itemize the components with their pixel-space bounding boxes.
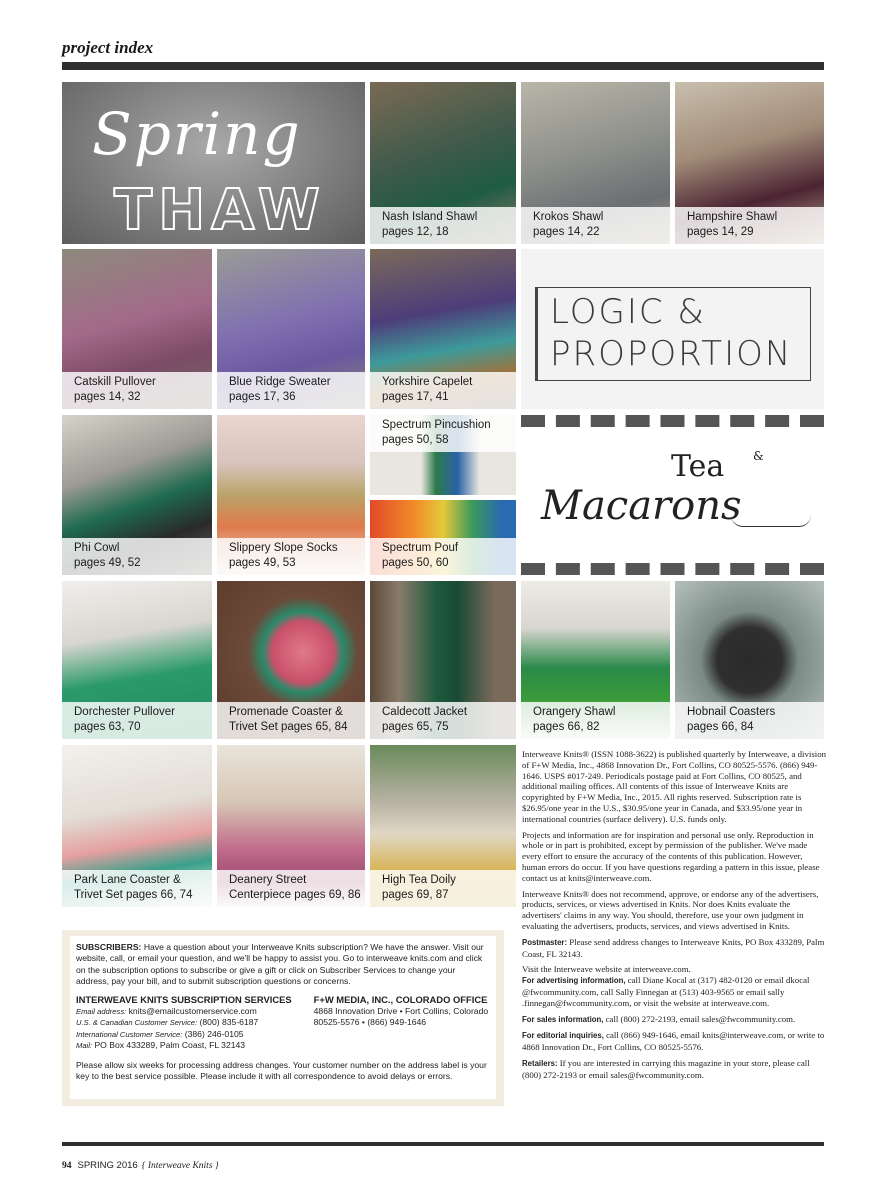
subscriber-info-content xyxy=(70,936,496,1099)
subscribers-text: Have a question about your Interweave Knits subscription? We have the answer. Visit our website, call, or email your question, and we'll be happy to assist you. Go to interweave knits.com and click on the subscription options to subscribe or give a gift or click on Subscriber Services to change your address, pay your bill, and to submit subscription questions or concerns. xyxy=(76,942,484,987)
advertiser-disclaimer: Interweave Knits® does not recommend, approve, or endorse any of the advertisers, products, services, or views advertised in Knits. Nor does Knits evaluate the advertisers' claims in any way. You should, therefore, use your own judgment in evaluating the advertisers, products, services, and views advertised in Knits. xyxy=(522,888,819,931)
website-text: Visit the Interweave website at interweave.com. xyxy=(522,964,691,975)
project-pages: pages 12, 18 xyxy=(382,226,449,238)
project-tile-high-tea[interactable] xyxy=(370,745,516,907)
office-address: 4868 Innovation Drive • Fort Collins, Colorado xyxy=(313,1006,489,1017)
project-tile-deanery-street[interactable] xyxy=(217,745,365,907)
tea-ampersand: & xyxy=(753,449,764,463)
project-name: High Tea Doily xyxy=(382,874,456,886)
project-name: Spectrum Pouf xyxy=(382,542,459,554)
subscription-services-column xyxy=(76,994,292,1052)
project-caption xyxy=(370,538,516,575)
project-name: Catskill Pullover xyxy=(74,376,156,388)
subscriber-contacts xyxy=(76,994,490,1052)
project-name: Blue Ridge Sweater xyxy=(229,376,331,388)
editorial-note xyxy=(522,1030,827,1053)
office-phone: 80525-5576 • (866) 949-1646 xyxy=(313,1017,427,1028)
project-caption xyxy=(521,702,670,739)
advertising-text: call Diane Kocal at (317) 482-0120 or email dkocal @fwcommunity.com, call Sally Finnegan at (513) 403-9565 or email sally .finnegan@fwcommunity.com, or visit the website at interweave.com. xyxy=(522,975,810,1008)
project-caption xyxy=(370,372,516,409)
project-caption xyxy=(62,372,212,409)
project-tile-hampshire[interactable] xyxy=(675,82,824,244)
project-caption xyxy=(62,702,212,739)
project-tile-yorkshire[interactable] xyxy=(370,249,516,409)
project-tile-spectrum-pincushion[interactable] xyxy=(370,415,516,495)
project-tile-dorchester[interactable] xyxy=(62,581,212,739)
contact-mail: Mail: PO Box 433289, Palm Coast, FL 32143 xyxy=(76,1040,246,1051)
contact-email: Email address: knits@emailcustomerservice.com xyxy=(76,1006,257,1017)
project-caption xyxy=(217,870,365,907)
project-pages: pages 63, 70 xyxy=(74,721,141,733)
project-name: Hampshire Shawl xyxy=(687,211,778,223)
project-tile-phi-cowl[interactable] xyxy=(62,415,212,575)
project-tile-promenade[interactable] xyxy=(217,581,365,739)
section-title: project index xyxy=(62,38,154,57)
advertising-label: For advertising information, xyxy=(522,976,626,986)
project-caption xyxy=(217,372,365,409)
project-name: Nash Island Shawl xyxy=(382,211,478,223)
project-name: Hobnail Coasters xyxy=(687,706,776,718)
subscribers-label: SUBSCRIBERS: xyxy=(76,942,142,952)
project-pages: pages 50, 60 xyxy=(382,557,449,569)
page-number: 94 xyxy=(62,1161,72,1171)
address-change-note: Please allow six weeks for processing address changes. Your customer number on the address label is your key to the best service possible. Please include it with all correspondence to avoid delays or errors. xyxy=(76,1059,487,1082)
logic-word: LOGIC & xyxy=(550,292,706,332)
project-tile-krokos[interactable] xyxy=(521,82,670,244)
project-tile-orangery[interactable] xyxy=(521,581,670,739)
project-name: Orangery Shawl xyxy=(533,706,616,718)
page-footer xyxy=(62,1160,219,1171)
tea-word: Tea xyxy=(671,449,725,484)
project-pages: Centerpiece pages 69, 86 xyxy=(229,889,361,901)
project-name: Krokos Shawl xyxy=(533,211,604,223)
project-tile-spectrum-pouf[interactable] xyxy=(370,500,516,575)
postmaster-note xyxy=(522,937,827,960)
project-pages: pages 49, 53 xyxy=(229,557,296,569)
spring-word: Spring xyxy=(92,100,302,168)
project-pages: pages 50, 58 xyxy=(382,434,449,446)
retailers-text: If you are interested in carrying this magazine in your store, please call (800) 272-2193 or email sales@fwcommunity.com. xyxy=(522,1057,810,1080)
footer-rule xyxy=(62,1142,824,1146)
project-name: Caldecott Jacket xyxy=(382,706,468,718)
project-caption xyxy=(62,870,212,907)
project-tile-slippery-slope[interactable] xyxy=(217,415,365,575)
editorial-text: call (866) 949-1646, email knits@interweave.com, or write to 4868 Innovation Dr., Fort Collins, CO 80525-5576. xyxy=(522,1030,825,1053)
project-caption xyxy=(62,538,212,575)
subscription-services-title: INTERWEAVE KNITS SUBSCRIPTION SERVICES xyxy=(76,993,292,1005)
project-caption xyxy=(217,702,365,739)
subscriber-intro xyxy=(76,942,490,988)
publication-legal-notice xyxy=(522,749,827,1086)
macarons-word: Macarons xyxy=(541,483,742,529)
colorado-office-column xyxy=(314,994,489,1052)
project-tile-blue-ridge[interactable] xyxy=(217,249,365,409)
sales-note xyxy=(522,1014,827,1026)
logic-proportion-banner xyxy=(521,249,824,409)
project-pages: pages 65, 75 xyxy=(382,721,449,733)
project-caption xyxy=(370,702,516,739)
project-tile-caldecott[interactable] xyxy=(370,581,516,739)
subscriber-info-box xyxy=(62,930,504,1106)
header-rule xyxy=(62,62,824,70)
project-pages: pages 17, 41 xyxy=(382,391,449,403)
project-caption xyxy=(370,870,516,907)
project-pages: pages 66, 84 xyxy=(687,721,754,733)
banner-frame xyxy=(535,287,811,381)
project-caption xyxy=(675,207,824,244)
project-pages: Trivet Set pages 65, 84 xyxy=(229,721,348,733)
contact-us-canada: U.S. & Canadian Customer Service: (800) 835-6187 xyxy=(76,1017,259,1028)
postmaster-label: Postmaster: xyxy=(522,937,568,947)
proportion-word: PROPORTION xyxy=(550,334,793,374)
project-caption xyxy=(521,207,670,244)
retailers-note xyxy=(522,1058,827,1081)
magazine-name: { Interweave Knits } xyxy=(141,1161,219,1171)
project-name: Deanery Street xyxy=(229,874,307,886)
project-caption xyxy=(675,702,824,739)
usage-notice: Projects and information are for inspiration and personal use only. Reproduction in whole or in part is prohibited, except by permission of the publisher. We've made every effort to ensure the accuracy of the contents of this publication. However, human errors do occur. If you have questions regarding a pattern in this issue, please contact us at knits@interweave.com. xyxy=(522,829,820,883)
postmaster-text: Please send address changes to Interweave Knits, PO Box 433289, Palm Coast, FL 32143. xyxy=(522,936,825,959)
spring-thaw-banner xyxy=(62,82,365,244)
project-pages: Trivet Set pages 66, 74 xyxy=(74,889,193,901)
project-name: Yorkshire Capelet xyxy=(382,376,473,388)
project-pages: pages 49, 52 xyxy=(74,557,141,569)
project-name: Spectrum Pincushion xyxy=(382,419,491,431)
issue-label: SPRING 2016 xyxy=(77,1160,138,1171)
publication-info: Interweave Knits® (ISSN 1088-3622) is published quarterly by Interweave, a division of F+W Media, Inc., 4868 Innovation Dr., Fort Collins, CO 80525-5576. (866) 949-1646. USPS #017-249. Periodicals postage paid at Fort Collins, CO 80525, and additional mailing offices. All contents of this issue of Interweave Knits are copyrighted by F+W Media, Inc., 2015. All rights reserved. Subscription rate is $26.95/one year in the U.S., $30.95/one year in Canada, and $33.95/one year in international countries (surface delivery). U.S. funds only. xyxy=(522,749,826,824)
website-note xyxy=(522,964,827,1008)
project-pages: pages 66, 82 xyxy=(533,721,600,733)
project-caption xyxy=(370,415,516,452)
colorado-office-title: F+W MEDIA, INC., COLORADO OFFICE xyxy=(313,993,488,1005)
project-tile-park-lane[interactable] xyxy=(62,745,212,907)
editorial-label: For editorial inquiries, xyxy=(522,1031,604,1041)
contact-international: International Customer Service: (386) 246-0105 xyxy=(76,1028,244,1039)
sales-text: call (800) 272-2193, email sales@fwcommunity.com. xyxy=(605,1013,796,1024)
flourish-decoration xyxy=(731,515,811,527)
tea-macarons-banner xyxy=(521,415,824,575)
project-name: Park Lane Coaster & xyxy=(74,874,181,886)
sales-label: For sales information, xyxy=(522,1014,604,1024)
project-tile-catskill[interactable] xyxy=(62,249,212,409)
project-pages: pages 14, 32 xyxy=(74,391,141,403)
project-name: Phi Cowl xyxy=(74,542,120,554)
project-tile-hobnail[interactable] xyxy=(675,581,824,739)
project-pages: pages 69, 87 xyxy=(382,889,449,901)
project-tile-nash-island[interactable] xyxy=(370,82,516,244)
project-pages: pages 14, 22 xyxy=(533,226,600,238)
project-pages: pages 14, 29 xyxy=(687,226,754,238)
project-name: Dorchester Pullover xyxy=(74,706,175,718)
project-caption xyxy=(370,207,516,244)
retailers-label: Retailers: xyxy=(522,1058,558,1068)
project-name: Promenade Coaster & xyxy=(229,706,343,718)
project-name: Slippery Slope Socks xyxy=(229,542,338,554)
project-pages: pages 17, 36 xyxy=(229,391,296,403)
project-caption xyxy=(217,538,365,575)
thaw-word: THAW xyxy=(114,178,326,243)
